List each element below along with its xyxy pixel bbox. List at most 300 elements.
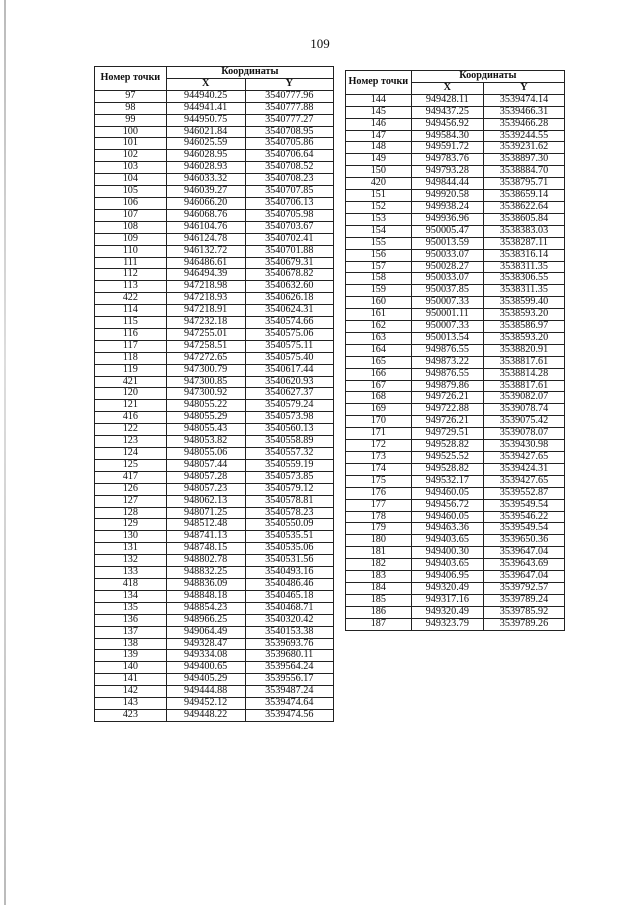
cell-y: 3540579.12 (245, 483, 333, 495)
cell-x: 950013.59 (411, 237, 483, 249)
cell-point-number: 101 (95, 138, 167, 150)
cell-y: 3539549.54 (483, 523, 564, 535)
cell-x: 949463.36 (411, 523, 483, 535)
cell-point-number: 118 (95, 352, 167, 364)
table-row (346, 106, 565, 118)
cell-x: 946486.61 (166, 257, 245, 269)
cell-x: 946028.93 (166, 162, 245, 174)
cell-point-number: 180 (346, 535, 412, 547)
cell-x: 947300.85 (166, 376, 245, 388)
cell-point-number: 176 (346, 487, 412, 499)
cell-x: 946021.84 (166, 126, 245, 138)
table-row (346, 309, 565, 321)
cell-y: 3538897.30 (483, 154, 564, 166)
cell-point-number: 116 (95, 328, 167, 340)
cell-point-number: 97 (95, 90, 167, 102)
cell-y: 3538884.70 (483, 166, 564, 178)
cell-y: 3540575.11 (245, 340, 333, 352)
cell-y: 3539792.57 (483, 582, 564, 594)
table-row (346, 452, 565, 464)
cell-point-number: 114 (95, 305, 167, 317)
cell-point-number: 129 (95, 519, 167, 531)
cell-x: 947218.93 (166, 293, 245, 305)
table-row (95, 471, 334, 483)
cell-point-number: 133 (95, 567, 167, 579)
cell-x: 948748.15 (166, 543, 245, 555)
cell-y: 3540573.85 (245, 471, 333, 483)
cell-point-number: 105 (95, 186, 167, 198)
cell-point-number: 144 (346, 94, 412, 106)
table-row (95, 590, 334, 602)
cell-y: 3540626.18 (245, 293, 333, 305)
cell-y: 3539474.56 (245, 709, 333, 721)
cell-x: 949460.05 (411, 487, 483, 499)
cell-x: 948071.25 (166, 507, 245, 519)
table-row (346, 571, 565, 583)
cell-point-number: 134 (95, 590, 167, 602)
cell-point-number: 167 (346, 380, 412, 392)
cell-x: 949525.52 (411, 452, 483, 464)
cell-y: 3539487.24 (245, 686, 333, 698)
cell-x: 946033.32 (166, 174, 245, 186)
cell-point-number: 137 (95, 626, 167, 638)
cell-y: 3540632.60 (245, 281, 333, 293)
cell-point-number: 123 (95, 436, 167, 448)
cell-point-number: 106 (95, 197, 167, 209)
cell-point-number: 171 (346, 428, 412, 440)
cell-x: 948055.43 (166, 424, 245, 436)
cell-x: 947300.79 (166, 364, 245, 376)
header-coordinates: Координаты (166, 67, 333, 79)
cell-y: 3539474.14 (483, 94, 564, 106)
table-row (346, 392, 565, 404)
cell-x: 947218.98 (166, 281, 245, 293)
table-row (95, 567, 334, 579)
cell-x: 949722.88 (411, 404, 483, 416)
cell-y: 3538316.14 (483, 249, 564, 261)
cell-y: 3540705.98 (245, 209, 333, 221)
cell-x: 947272.65 (166, 352, 245, 364)
table-row (95, 543, 334, 555)
cell-x: 944940.25 (166, 90, 245, 102)
table-row (346, 428, 565, 440)
cell-x: 948966.25 (166, 614, 245, 626)
cell-point-number: 107 (95, 209, 167, 221)
cell-x: 950007.33 (411, 321, 483, 333)
cell-y: 3540575.06 (245, 328, 333, 340)
table-row (95, 281, 334, 293)
cell-y: 3539647.04 (483, 547, 564, 559)
cell-point-number: 140 (95, 662, 167, 674)
cell-y: 3540558.89 (245, 436, 333, 448)
cell-y: 3539546.22 (483, 511, 564, 523)
table-row (95, 519, 334, 531)
cell-y: 3539231.62 (483, 142, 564, 154)
cell-point-number: 165 (346, 356, 412, 368)
table-row (95, 531, 334, 543)
cell-y: 3540708.95 (245, 126, 333, 138)
cell-point-number: 422 (95, 293, 167, 305)
cell-point-number: 104 (95, 174, 167, 186)
table-row (95, 138, 334, 150)
cell-x: 949317.16 (411, 594, 483, 606)
table-row (346, 332, 565, 344)
cell-y: 3540620.93 (245, 376, 333, 388)
cell-x: 944941.41 (166, 102, 245, 114)
table-row (95, 507, 334, 519)
cell-point-number: 168 (346, 392, 412, 404)
table-row (95, 221, 334, 233)
cell-x: 949403.65 (411, 559, 483, 571)
cell-point-number: 125 (95, 459, 167, 471)
table-row (346, 142, 565, 154)
cell-y: 3538593.20 (483, 309, 564, 321)
cell-point-number: 138 (95, 638, 167, 650)
cell-point-number: 112 (95, 269, 167, 281)
table-row (95, 174, 334, 186)
cell-y: 3540706.64 (245, 150, 333, 162)
cell-x: 948802.78 (166, 555, 245, 567)
cell-x: 944950.75 (166, 114, 245, 126)
cell-point-number: 184 (346, 582, 412, 594)
table-row (95, 352, 334, 364)
cell-point-number: 155 (346, 237, 412, 249)
cell-point-number: 141 (95, 674, 167, 686)
cell-y: 3538622.64 (483, 201, 564, 213)
cell-x: 949844.44 (411, 178, 483, 190)
cell-point-number: 154 (346, 225, 412, 237)
table-row (95, 233, 334, 245)
table-row (95, 626, 334, 638)
cell-x: 949444.88 (166, 686, 245, 698)
table-row (346, 118, 565, 130)
cell-y: 3539430.98 (483, 440, 564, 452)
cell-point-number: 131 (95, 543, 167, 555)
cell-y: 3540559.19 (245, 459, 333, 471)
cell-y: 3538287.11 (483, 237, 564, 249)
cell-y: 3540777.88 (245, 102, 333, 114)
table-row (346, 321, 565, 333)
table-row (95, 578, 334, 590)
cell-x: 949320.49 (411, 606, 483, 618)
cell-y: 3540702.41 (245, 233, 333, 245)
table-row (346, 523, 565, 535)
cell-point-number: 172 (346, 440, 412, 452)
table-row (346, 273, 565, 285)
cell-y: 3539244.55 (483, 130, 564, 142)
cell-point-number: 113 (95, 281, 167, 293)
cell-x: 946066.20 (166, 197, 245, 209)
cell-y: 3540486.46 (245, 578, 333, 590)
cell-x: 946025.59 (166, 138, 245, 150)
cell-point-number: 153 (346, 213, 412, 225)
table-row (346, 237, 565, 249)
header-point-number: Номер точки (95, 67, 167, 91)
cell-x: 949793.28 (411, 166, 483, 178)
table-row (95, 376, 334, 388)
header-y: Y (483, 82, 564, 94)
cell-point-number: 132 (95, 555, 167, 567)
cell-x: 949460.05 (411, 511, 483, 523)
cell-y: 3540574.66 (245, 317, 333, 329)
cell-point-number: 145 (346, 106, 412, 118)
cell-point-number: 158 (346, 273, 412, 285)
cell-y: 3540578.23 (245, 507, 333, 519)
cell-point-number: 100 (95, 126, 167, 138)
cell-y: 3539647.04 (483, 571, 564, 583)
cell-point-number: 111 (95, 257, 167, 269)
cell-y: 3540703.67 (245, 221, 333, 233)
cell-point-number: 159 (346, 285, 412, 297)
cell-y: 3540320.42 (245, 614, 333, 626)
cell-y: 3539556.17 (245, 674, 333, 686)
table-row (95, 269, 334, 281)
cell-point-number: 135 (95, 602, 167, 614)
cell-point-number: 162 (346, 321, 412, 333)
table-row (95, 495, 334, 507)
cell-y: 3539424.31 (483, 463, 564, 475)
cell-y: 3539466.31 (483, 106, 564, 118)
cell-y: 3539075.42 (483, 416, 564, 428)
cell-point-number: 418 (95, 578, 167, 590)
table-row (346, 154, 565, 166)
cell-x: 947258.51 (166, 340, 245, 352)
table-row (346, 463, 565, 475)
cell-y: 3539427.65 (483, 475, 564, 487)
table-row (346, 190, 565, 202)
table-row (346, 225, 565, 237)
cell-y: 3540678.82 (245, 269, 333, 281)
cell-y: 3540578.81 (245, 495, 333, 507)
cell-y: 3539552.87 (483, 487, 564, 499)
cell-point-number: 143 (95, 698, 167, 710)
cell-x: 949938.24 (411, 201, 483, 213)
cell-x: 946104.76 (166, 221, 245, 233)
cell-point-number: 121 (95, 400, 167, 412)
table-row (95, 602, 334, 614)
cell-point-number: 102 (95, 150, 167, 162)
cell-point-number: 142 (95, 686, 167, 698)
cell-y: 3538814.28 (483, 368, 564, 380)
cell-point-number: 164 (346, 344, 412, 356)
cell-y: 3540777.96 (245, 90, 333, 102)
header-coordinates: Координаты (411, 71, 564, 83)
cell-point-number: 117 (95, 340, 167, 352)
table-row (346, 487, 565, 499)
cell-x: 950005.47 (411, 225, 483, 237)
cell-x: 946028.95 (166, 150, 245, 162)
cell-y: 3539082.07 (483, 392, 564, 404)
cell-x: 946068.76 (166, 209, 245, 221)
table-row (95, 305, 334, 317)
table-row (346, 213, 565, 225)
cell-y: 3538605.84 (483, 213, 564, 225)
table-row (95, 459, 334, 471)
table-row (346, 416, 565, 428)
cell-point-number: 177 (346, 499, 412, 511)
cell-x: 949403.65 (411, 535, 483, 547)
table-row (346, 475, 565, 487)
cell-point-number: 186 (346, 606, 412, 618)
cell-y: 3539643.69 (483, 559, 564, 571)
cell-x: 949879.86 (411, 380, 483, 392)
cell-y: 3539078.07 (483, 428, 564, 440)
table-row (95, 614, 334, 626)
table-row (95, 400, 334, 412)
cell-point-number: 122 (95, 424, 167, 436)
table-row (95, 709, 334, 721)
cell-point-number: 151 (346, 190, 412, 202)
table-row (346, 285, 565, 297)
cell-point-number: 103 (95, 162, 167, 174)
cell-x: 949726.21 (411, 416, 483, 428)
cell-y: 3540493.16 (245, 567, 333, 579)
cell-x: 946124.78 (166, 233, 245, 245)
cell-x: 949320.49 (411, 582, 483, 594)
table-row (346, 94, 565, 106)
table-row (346, 344, 565, 356)
cell-x: 949334.08 (166, 650, 245, 662)
cell-y: 3538795.71 (483, 178, 564, 190)
cell-x: 949873.22 (411, 356, 483, 368)
cell-x: 949726.21 (411, 392, 483, 404)
cell-y: 3539078.74 (483, 404, 564, 416)
cell-x: 950033.07 (411, 273, 483, 285)
cell-point-number: 178 (346, 511, 412, 523)
cell-y: 3540573.98 (245, 412, 333, 424)
table-row (95, 114, 334, 126)
cell-point-number: 181 (346, 547, 412, 559)
cell-point-number: 175 (346, 475, 412, 487)
cell-y: 3540468.71 (245, 602, 333, 614)
cell-point-number: 187 (346, 618, 412, 630)
cell-point-number: 124 (95, 448, 167, 460)
page-number: 109 (310, 36, 330, 51)
cell-x: 946132.72 (166, 245, 245, 257)
cell-x: 949936.96 (411, 213, 483, 225)
cell-x: 949406.95 (411, 571, 483, 583)
table-row (346, 261, 565, 273)
cell-point-number: 115 (95, 317, 167, 329)
cell-y: 3538817.61 (483, 380, 564, 392)
cell-point-number: 160 (346, 297, 412, 309)
table-row (95, 197, 334, 209)
table-row (95, 317, 334, 329)
cell-point-number: 108 (95, 221, 167, 233)
cell-x: 949400.65 (166, 662, 245, 674)
cell-y: 3539466.28 (483, 118, 564, 130)
cell-point-number: 166 (346, 368, 412, 380)
table-row (346, 582, 565, 594)
cell-point-number: 139 (95, 650, 167, 662)
cell-x: 950033.07 (411, 249, 483, 261)
cell-y: 3540707.85 (245, 186, 333, 198)
cell-x: 948512.48 (166, 519, 245, 531)
cell-y: 3539789.24 (483, 594, 564, 606)
cell-x: 949452.12 (166, 698, 245, 710)
cell-point-number: 174 (346, 463, 412, 475)
cell-x: 947232.18 (166, 317, 245, 329)
cell-point-number: 120 (95, 388, 167, 400)
cell-point-number: 150 (346, 166, 412, 178)
cell-x: 949876.55 (411, 368, 483, 380)
cell-y: 3540557.32 (245, 448, 333, 460)
cell-y: 3540465.18 (245, 590, 333, 602)
cell-x: 947218.91 (166, 305, 245, 317)
cell-y: 3538820.91 (483, 344, 564, 356)
table-row (95, 293, 334, 305)
table-row (95, 436, 334, 448)
cell-x: 949528.82 (411, 440, 483, 452)
cell-y: 3539549.54 (483, 499, 564, 511)
table-row (95, 662, 334, 674)
cell-point-number: 136 (95, 614, 167, 626)
cell-y: 3540627.37 (245, 388, 333, 400)
table-row (95, 412, 334, 424)
cell-point-number: 146 (346, 118, 412, 130)
cell-x: 949591.72 (411, 142, 483, 154)
cell-y: 3540624.31 (245, 305, 333, 317)
cell-x: 948055.06 (166, 448, 245, 460)
cell-y: 3538659.14 (483, 190, 564, 202)
cell-x: 949783.76 (411, 154, 483, 166)
cell-y: 3540550.09 (245, 519, 333, 531)
cell-x: 950037.85 (411, 285, 483, 297)
cell-point-number: 127 (95, 495, 167, 507)
cell-x: 949428.11 (411, 94, 483, 106)
cell-point-number: 126 (95, 483, 167, 495)
table-row (346, 440, 565, 452)
cell-x: 949448.22 (166, 709, 245, 721)
cell-point-number: 157 (346, 261, 412, 273)
cell-y: 3538817.61 (483, 356, 564, 368)
cell-x: 948057.23 (166, 483, 245, 495)
cell-point-number: 156 (346, 249, 412, 261)
table-row (95, 162, 334, 174)
cell-y: 3540535.06 (245, 543, 333, 555)
cell-x: 946494.39 (166, 269, 245, 281)
table-row (346, 368, 565, 380)
cell-x: 949584.30 (411, 130, 483, 142)
cell-point-number: 170 (346, 416, 412, 428)
cell-x: 949920.58 (411, 190, 483, 202)
cell-x: 950007.33 (411, 297, 483, 309)
cell-y: 3539650.36 (483, 535, 564, 547)
table-row (346, 511, 565, 523)
cell-x: 948057.44 (166, 459, 245, 471)
cell-y: 3540575.40 (245, 352, 333, 364)
cell-y: 3539693.76 (245, 638, 333, 650)
table-row (95, 257, 334, 269)
cell-y: 3540535.51 (245, 531, 333, 543)
cell-x: 949437.25 (411, 106, 483, 118)
table-row (95, 448, 334, 460)
cell-point-number: 173 (346, 452, 412, 464)
cell-x: 948848.18 (166, 590, 245, 602)
cell-point-number: 423 (95, 709, 167, 721)
header-x: X (166, 78, 245, 90)
cell-y: 3539564.24 (245, 662, 333, 674)
cell-point-number: 149 (346, 154, 412, 166)
table-row (346, 130, 565, 142)
table-row (346, 249, 565, 261)
cell-x: 948836.09 (166, 578, 245, 590)
cell-point-number: 152 (346, 201, 412, 213)
cell-x: 949456.92 (411, 118, 483, 130)
cell-x: 949323.79 (411, 618, 483, 630)
table-row (346, 606, 565, 618)
cell-y: 3539680.11 (245, 650, 333, 662)
